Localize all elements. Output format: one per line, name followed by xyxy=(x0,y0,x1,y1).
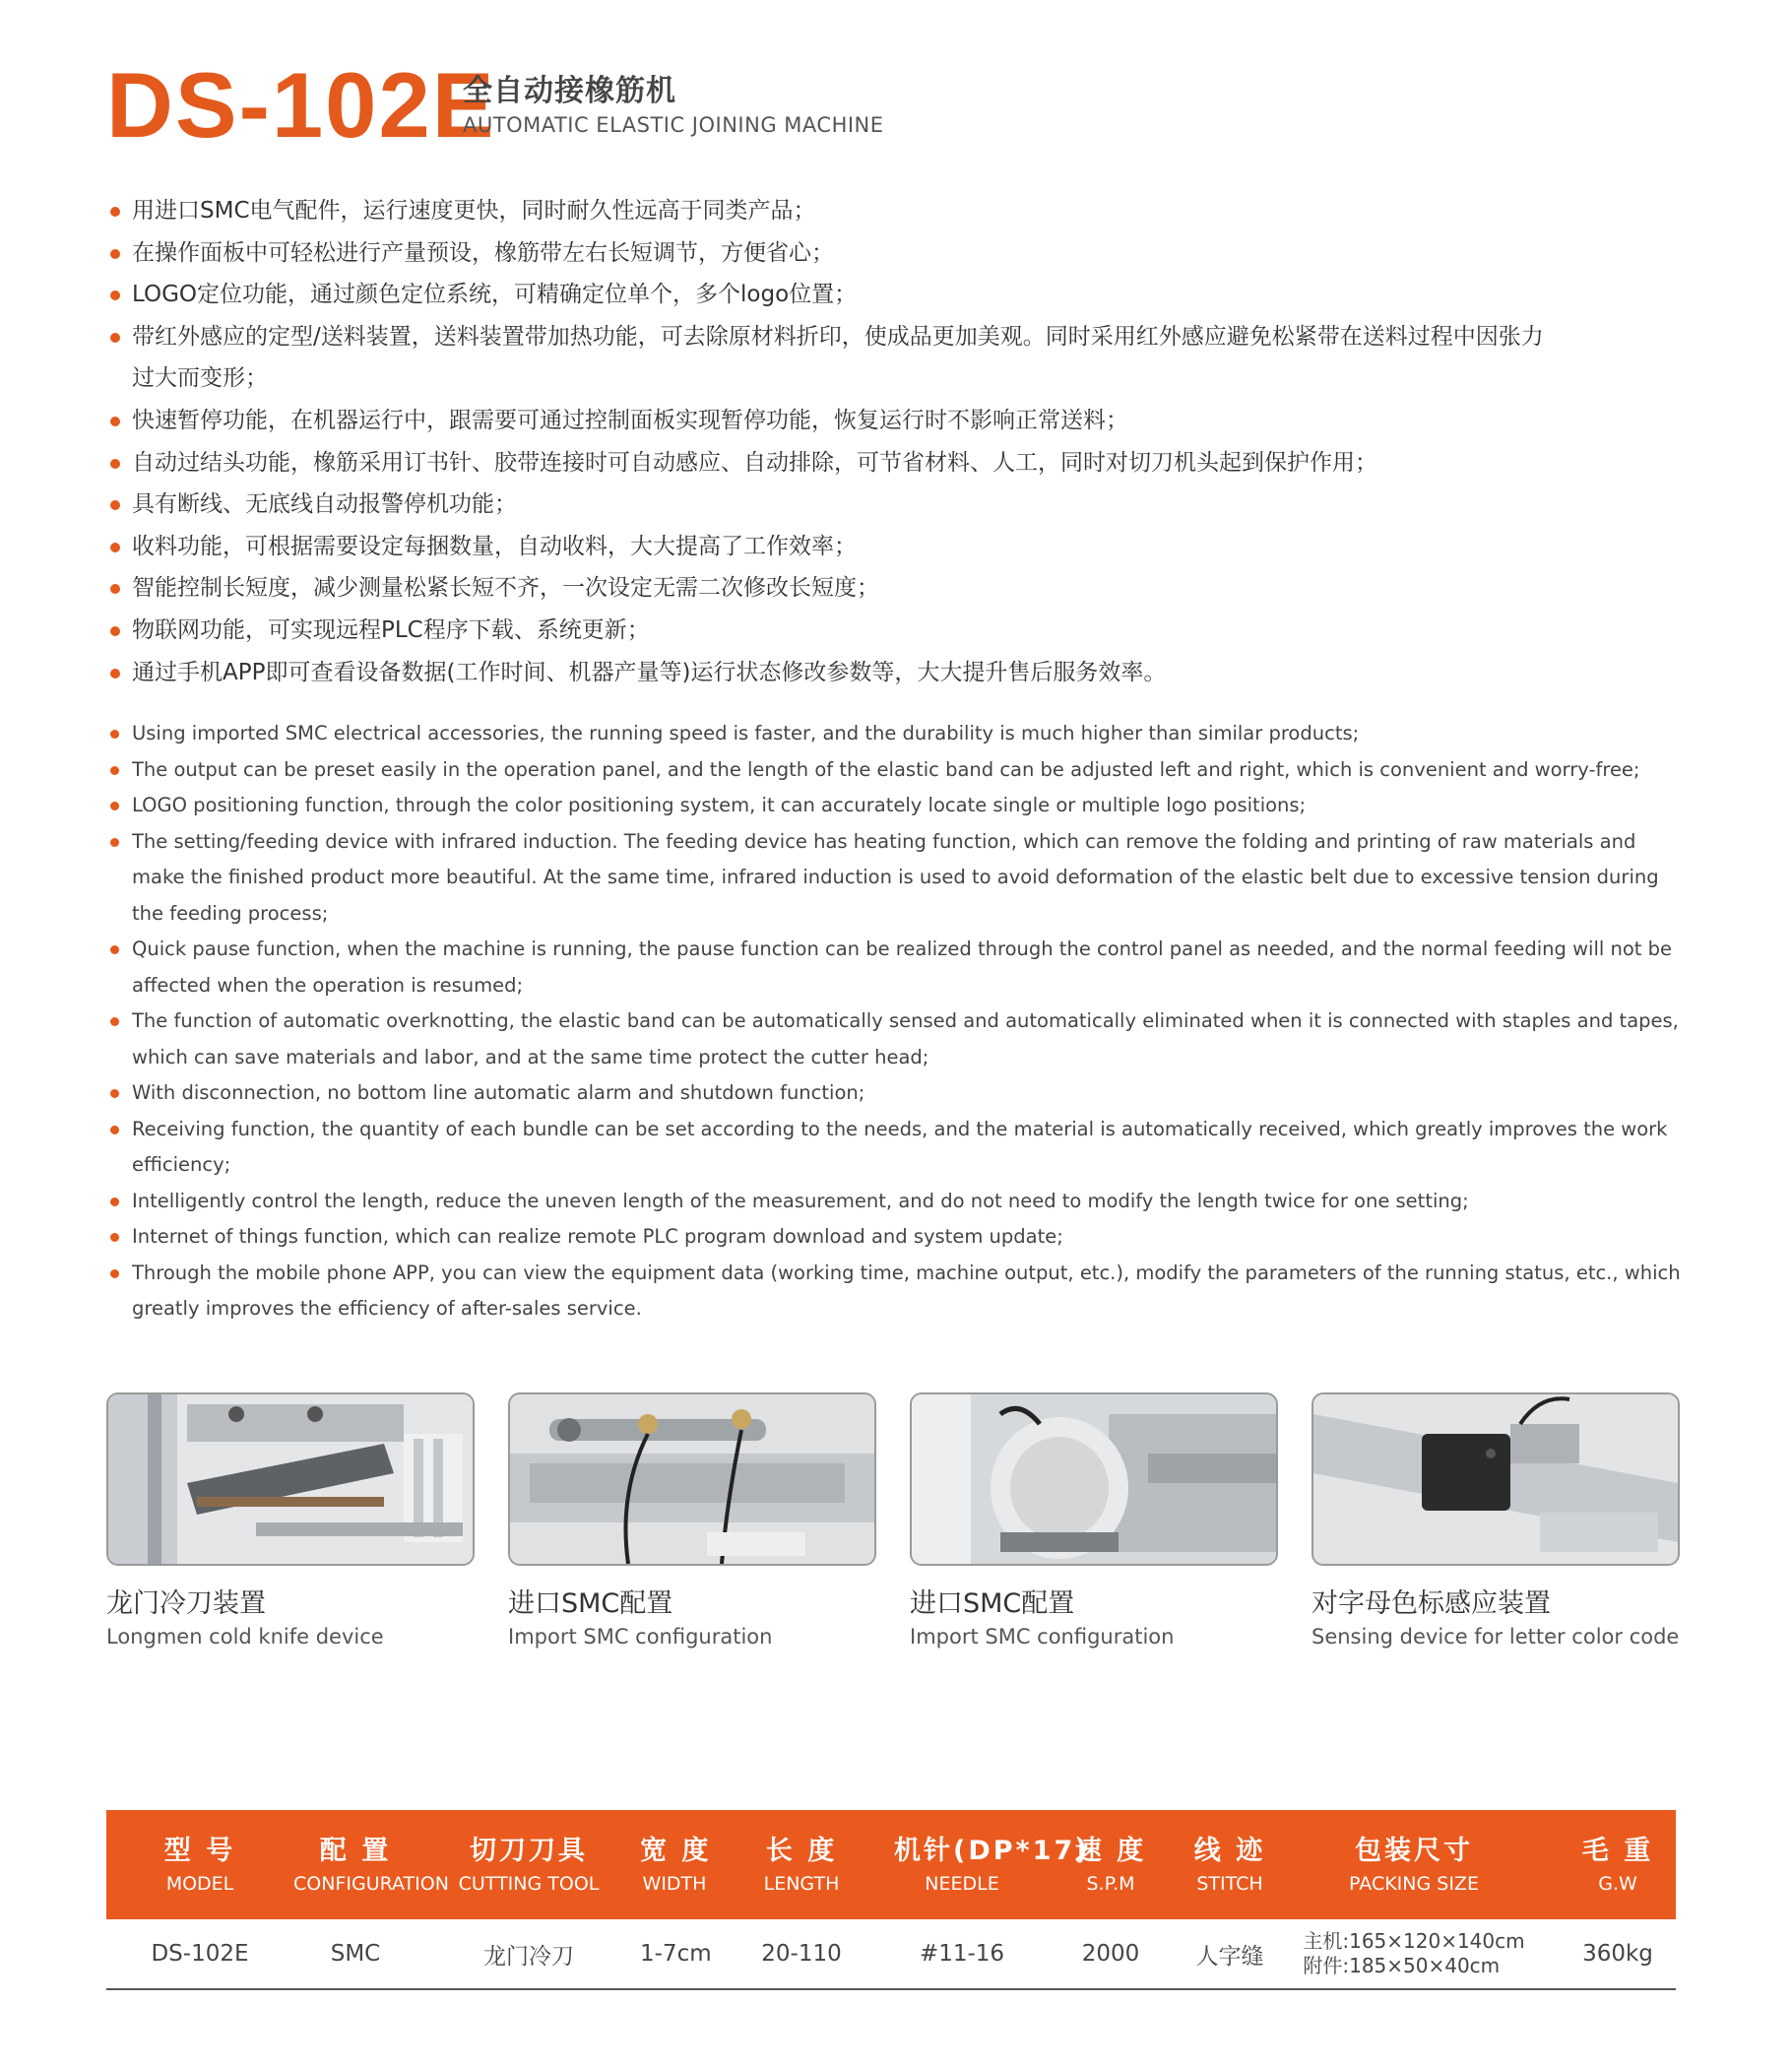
spec-table xyxy=(106,1810,1676,1990)
feature-item-en: Through the mobile phone APP, you can view the equipment data (working time, machine output, etc.), modify the parameters of the running status, etc., which greatly improves the efficiency of after-sales service. xyxy=(110,1256,1686,1327)
component-title-zh: 龙门冷刀装置 xyxy=(106,1588,266,1619)
feature-item-zh: 用进口SMC电气配件，运行速度更快，同时耐久性远高于同类产品； xyxy=(110,190,1548,232)
header-cell-cutting-tool: 切刀刀具 CUTTING TOOL xyxy=(458,1835,600,1895)
smc-config-photo xyxy=(508,1392,876,1566)
feature-item-zh: 自动过结头功能，橡筋采用订书针、胶带连接时可自动感应、自动排除，可节省材料、人工，同时对切刀机头起到保护作用； xyxy=(110,442,1548,485)
feature-item-en: Quick pause function, when the machine is running, the pause function can be realized through the control panel as needed, and the normal feeding will not be affected when the operation is resumed; xyxy=(110,932,1686,1003)
packing-accessory: 附件:185×50×40cm xyxy=(1303,1954,1501,1977)
feature-item-en: The output can be preset easily in the operation panel, and the length of the elastic band can be adjusted left and right, which is convenient and worry-free; xyxy=(110,752,1686,789)
cell-width: 1-7cm xyxy=(640,1941,712,1967)
component-card-knife xyxy=(106,1392,475,1652)
feature-list-en xyxy=(110,716,1686,1327)
smc-motor-photo xyxy=(910,1392,1278,1566)
header-cell-width: 宽 度 WIDTH xyxy=(640,1835,712,1895)
cell-cutting-tool: 龙门冷刀 xyxy=(483,1943,574,1970)
cell-needle: #11-16 xyxy=(919,1941,1005,1967)
component-title-zh: 进口SMC配置 xyxy=(910,1588,1075,1619)
cell-configuration: SMC xyxy=(330,1941,381,1967)
header-cell-speed: 速 度 S.P.M xyxy=(1074,1835,1147,1895)
cell-speed: 2000 xyxy=(1081,1941,1140,1967)
feature-item-en: The function of automatic overknotting, the elastic band can be automatically sensed and automatically eliminated when it is connected with staples and tapes, which can save materials and labor, and at the same time protect the cutter head; xyxy=(110,1003,1686,1075)
color-sensor-photo xyxy=(1312,1392,1680,1566)
component-title-en: Sensing device for letter color code xyxy=(1312,1625,1680,1649)
spec-table-row xyxy=(106,1919,1676,1990)
component-title-zh: 进口SMC配置 xyxy=(508,1588,673,1619)
component-title-en: Import SMC configuration xyxy=(508,1625,773,1649)
header-cell-configuration: 配 置 CONFIGURATION xyxy=(293,1835,449,1895)
component-card-smc-2 xyxy=(910,1392,1278,1652)
packing-main: 主机:165×120×140cm xyxy=(1303,1929,1525,1953)
feature-item-zh: 智能控制长短度，减少测量松紧长短不齐，一次设定无需二次修改长短度； xyxy=(110,567,1548,610)
component-title-en: Import SMC configuration xyxy=(910,1625,1175,1649)
component-card-smc-1 xyxy=(508,1392,876,1652)
component-title-en: Longmen cold knife device xyxy=(106,1625,384,1649)
cell-model: DS-102E xyxy=(151,1941,249,1967)
feature-item-en: Using imported SMC electrical accessories, the running speed is faster, and the durability is much higher than similar products; xyxy=(110,716,1686,752)
feature-item-en: Internet of things function, which can realize remote PLC program download and system update; xyxy=(110,1219,1686,1256)
cell-packing-size xyxy=(1268,1929,1560,1978)
feature-item-en: The setting/feeding device with infrared induction. The feeding device has heating function, which can remove the folding and printing of raw materials and make the finished product more beautiful. At the same time, infrared induction is used to avoid deformation of the elastic belt due to excessive tension during the feeding process; xyxy=(110,824,1686,933)
header-cell-needle: 机针(DP*17) NEEDLE xyxy=(894,1835,1091,1895)
component-title-zh: 对字母色标感应装置 xyxy=(1312,1588,1551,1619)
title-zh: 全自动接橡筋机 xyxy=(463,74,676,108)
feature-item-zh: 快速暂停功能，在机器运行中，跟需要可通过控制面板实现暂停功能，恢复运行时不影响正常送料； xyxy=(110,400,1548,442)
header-cell-gw: 毛 重 G.W xyxy=(1581,1835,1654,1895)
feature-item-zh: 收料功能，可根据需要设定每捆数量，自动收料，大大提高了工作效率； xyxy=(110,526,1548,568)
feature-item-en: LOGO positioning function, through the color positioning system, it can accurately locate single or multiple logo positions; xyxy=(110,788,1686,824)
component-gallery xyxy=(106,1392,1680,1668)
feature-item-en: Receiving function, the quantity of each bundle can be set according to the needs, and the material is automatically received, which greatly improves the work efficiency; xyxy=(110,1112,1686,1184)
feature-item-zh: 在操作面板中可轻松进行产量预设，橡筋带左右长短调节，方便省心； xyxy=(110,232,1548,275)
feature-item-zh: 带红外感应的定型/送料装置，送料装置带加热功能，可去除原材料折印，使成品更加美观。同时采用红外感应避免松紧带在送料过程中因张力过大而变形； xyxy=(110,316,1548,400)
spec-table-header xyxy=(106,1810,1676,1919)
header-cell-stitch: 线 迹 STITCH xyxy=(1193,1835,1266,1895)
knife-device-photo xyxy=(106,1392,475,1566)
cell-stitch: 人字缝 xyxy=(1195,1943,1264,1970)
feature-item-zh: 通过手机APP即可查看设备数据(工作时间、机器产量等)运行状态修改参数等，大大提升售后服务效率。 xyxy=(110,652,1548,694)
cell-length: 20-110 xyxy=(761,1941,842,1967)
feature-item-zh: 具有断线、无底线自动报警停机功能； xyxy=(110,484,1548,526)
title-block xyxy=(463,73,884,140)
feature-item-en: With disconnection, no bottom line automatic alarm and shutdown function; xyxy=(110,1075,1686,1112)
component-card-sensor xyxy=(1312,1392,1680,1652)
header-cell-packing-size: 包装尺寸 PACKING SIZE xyxy=(1349,1835,1479,1895)
header-cell-length: 长 度 LENGTH xyxy=(763,1835,840,1895)
title-en: AUTOMATIC ELASTIC JOINING MACHINE xyxy=(463,113,884,137)
feature-item-en: Intelligently control the length, reduce the uneven length of the measurement, and do not need to modify the length twice for one setting; xyxy=(110,1184,1686,1220)
header-cell-model: 型 号 MODEL xyxy=(163,1835,236,1895)
cell-gw: 360kg xyxy=(1582,1941,1653,1967)
feature-item-zh: LOGO定位功能，通过颜色定位系统，可精确定位单个，多个logo位置； xyxy=(110,274,1548,316)
model-code: DS-102E xyxy=(106,53,496,157)
feature-item-zh: 物联网功能，可实现远程PLC程序下载、系统更新； xyxy=(110,610,1548,652)
feature-list-zh xyxy=(110,190,1548,693)
